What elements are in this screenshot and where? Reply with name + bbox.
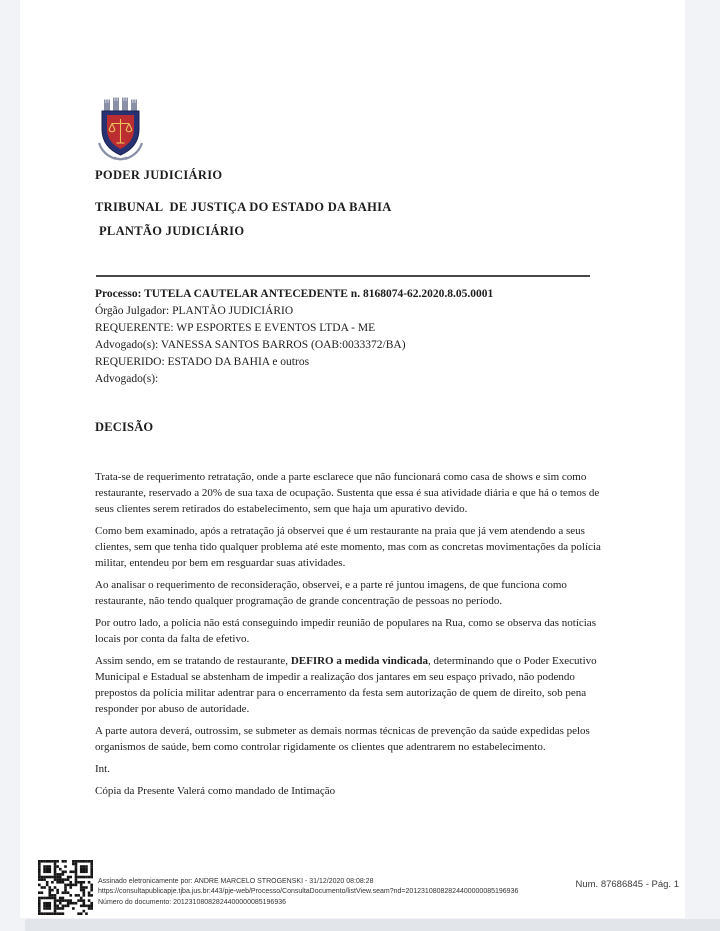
qr-code [38,860,93,915]
document-number-line: Número do documento: 20123108082824400000085196936 [98,898,286,906]
p5-after: , determinando que o Poder Executivo Municipal e Estadual se abstenham de impedir a realização dos jantares em seu espaço privado, não podendo prepostos da polícia militar adentrar para o encerramento da festa sem autorização de quem de direito, sob pena responder por abuso de autoridade. [95,655,597,715]
verification-url-line: https://consultapublicapje.tjba.jus.br:443/pje-web/Processo/ConsultaDocumento/listView.seam?nd=20123108082824400000085196936 [98,888,519,896]
signature-meta-block [98,877,598,908]
document-page [20,0,685,918]
mural-crown [104,98,137,113]
process-number-line: Processo: TUTELA CAUTELAR ANTECEDENTE n. 8168074-62.2020.8.05.0001 [95,288,494,300]
p5-defiro-bold: DEFIRO a medida vindicada [290,655,429,667]
decision-copia-line: Cópia da Presente Valerá como mandado de Intimação [95,785,336,797]
advogado-requerido-line: Advogado(s): [95,373,159,385]
decision-paragraph-3: Ao analisar o requerimento de reconsideração, observei, e a parte ré juntou imagens, de que funciona como restaurante, não tendo qualquer programação de grande concentração de pessoas no período. [95,579,567,607]
viewer-bottom-band [25,919,720,931]
decision-paragraph-2: Como bem examinado, após a retratação já observei que é um restaurante na praia que já vem atendendo a seus clientes, sem que tenha tido qualquer problema até este momento, mas com as concretas movimentações da polícia militar, entendeu por bem em resguardar suas atividades. [95,525,601,569]
decision-paragraph-6: A parte autora deverá, outrossim, se submeter as demais normas técnicas de prevenção da saúde expedidas pelos organismos de saúde, bem como controlar rigidamente os clientes que adentrarem no estabelecimento. [95,725,590,753]
decision-paragraph-4: Por outro lado, a polícia não está conseguindo impedir reunião de populares na Rua, como se observa das notícias locais por conta da falta de efetivo. [95,617,596,645]
header-divider-line [96,275,590,277]
p5-before: Assim sendo, em se tratando de restaurante, [95,655,291,667]
advogado-requerente-line: Advogado(s): VANESSA SANTOS BARROS (OAB:0033372/BA) [95,339,406,351]
decision-int-line: Int. [95,763,110,775]
decision-body [95,469,603,805]
requerido-line: REQUERIDO: ESTADO DA BAHIA e outros [95,356,310,368]
orgao-julgador-line: Órgão Julgador: PLANTÃO JUDICIÁRIO [95,305,294,317]
header-tribunal: TRIBUNAL DE JUSTIÇA DO ESTADO DA BAHIA [95,200,392,214]
process-info-block [95,286,615,388]
decision-title: DECISÃO [95,420,154,434]
requerente-line: REQUERENTE: WP ESPORTES E EVENTOS LTDA - ME [95,322,376,334]
signed-by-line: Assinado eletronicamente por: ANDRE MARCELO STROGENSKI - 31/12/2020 08:08:28 [98,878,374,885]
header-plantao: PLANTÃO JUDICIÁRIO [99,224,245,238]
header-poder-judiciario: PODER JUDICIÁRIO [95,168,223,182]
decision-paragraph-5 [95,653,603,717]
tjba-coat-of-arms-icon [93,97,151,161]
page-number-ref: Num. 87686845 - Pág. 1 [575,879,679,890]
decision-paragraph-1: Trata-se de requerimento retratação, onde a parte esclarece que não funcionará como casa de shows e sim como restaurante, reservado a 20% de sua taxa de ocupação. Sustenta que essa é sua atividade diária e que há o temos de seus clientes serem retirados do estabelecimento, sem que haja um apurativo devido. [95,471,600,515]
